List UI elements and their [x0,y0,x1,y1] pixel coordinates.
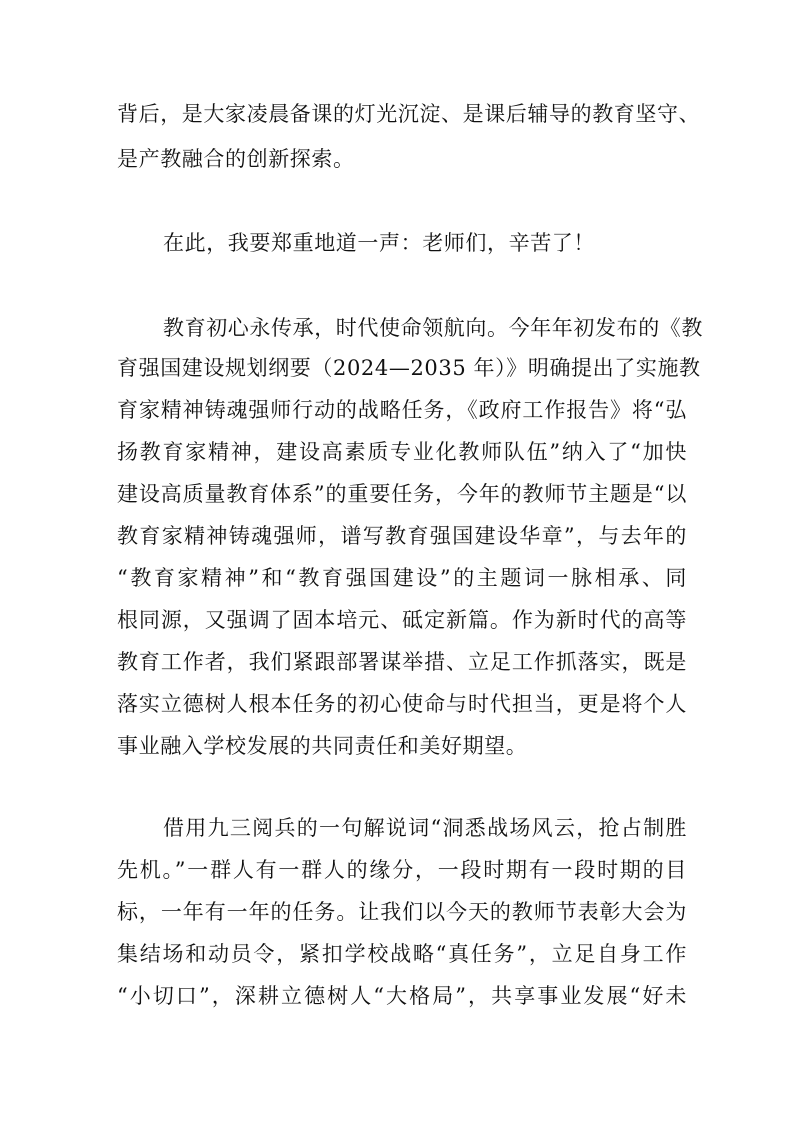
text-line: 落实立德树人根本任务的初心使命与时代担当，更是将个人 [117,692,687,716]
text-line: 事业融入学校发展的共同责任和美好期望。 [117,734,528,758]
text-line: 扬教育家精神，建设高素质专业化教师队伍”纳入了“加快 [117,440,687,464]
text-line: 教育工作者，我们紧跟部署谋举措、立足工作抓落实，既是 [117,650,687,674]
text-line: 育强国建设规划纲要（2024—2035 年）》明确提出了实施教 [117,356,701,380]
text-line: 标，一年有一年的任务。让我们以今天的教师节表彰大会为 [117,900,687,924]
text-line: 在此，我要郑重地道一声：老师们，辛苦了！ [163,231,595,255]
text-line: 集结场和动员令，紧扣学校战略“真任务”，立足自身工作 [117,942,687,966]
text-line: 教育初心永传承，时代使命领航向。今年年初发布的《教 [163,316,703,340]
text-line: “小切口”，深耕立德树人“大格局”，共享事业发展“好未 [117,984,687,1008]
text-line: 先机。”一群人有一群人的缘分，一段时期有一段时期的目 [117,858,687,882]
text-line: 教育家精神铸魂强师，谱写教育强国建设华章”，与去年的 [117,524,687,548]
text-line: 育家精神铸魂强师行动的战略任务，《政府工作报告》将“弘 [117,398,687,422]
text-line: 借用九三阅兵的一句解说词“洞悉战场风云，抢占制胜 [163,816,687,840]
text-line: 是产教融合的创新探索。 [117,147,355,171]
text-line: 背后，是大家凌晨备课的灯光沉淀、是课后辅导的教育坚守、 [117,102,701,126]
text-line: 建设高质量教育体系”的重要任务，今年的教师节主题是“以 [117,482,687,506]
text-line: “教育家精神”和“教育强国建设”的主题词一脉相承、同 [117,566,687,590]
text-line: 根同源，又强调了固本培元、砥定新篇。作为新时代的高等 [117,608,687,632]
